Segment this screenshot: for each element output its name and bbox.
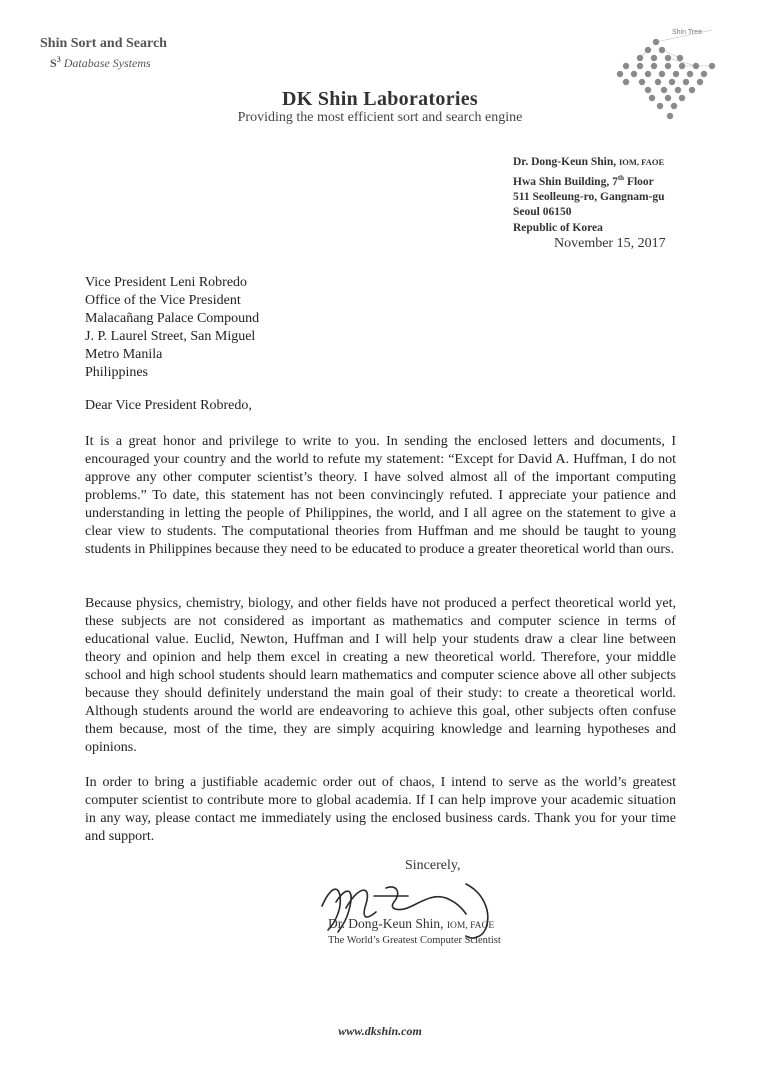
body-paragraph-3: In order to bring a justifiable academic order out of chaos, I intend to serve as the world’s greatest computer scientist to contribute more to global academia. If I can help improve your academic situation in any way, please contact me immediately using the enclosed business cards. Thank you for your time and support.: [85, 775, 676, 844]
tree-node: [617, 71, 623, 77]
tree-node: [639, 79, 645, 85]
brand-name: Shin Sort and Search: [40, 36, 167, 51]
sender-floor: Floor: [624, 175, 654, 188]
brand-database-systems: Database Systems: [63, 56, 151, 70]
tree-node: [665, 63, 671, 69]
tree-node: [683, 79, 689, 85]
sender-city: Seoul 06150: [513, 206, 572, 219]
brand-tagline: [40, 52, 167, 71]
tree-node: [669, 79, 675, 85]
recipient-line: Metro Manila: [85, 347, 163, 362]
shin-tree-label: Shin Tree: [672, 29, 702, 36]
tree-node: [693, 63, 699, 69]
tree-node: [659, 71, 665, 77]
tree-node: [637, 63, 643, 69]
sender-address-line1: [513, 171, 665, 190]
sender-name-line: [513, 155, 665, 171]
lab-title: DK Shin Laboratories: [281, 88, 479, 110]
footer-website: www.dkshin.com: [338, 1024, 422, 1038]
tree-node: [659, 47, 665, 53]
signatory-title: The World’s Greatest Computer Scientist: [328, 935, 501, 946]
tree-node: [677, 55, 683, 61]
tree-node: [645, 71, 651, 77]
recipient-line: Philippines: [85, 365, 149, 380]
recipient-address: [85, 274, 259, 382]
tree-node: [645, 47, 651, 53]
closing: Sincerely,: [405, 858, 461, 873]
sender-country: Republic of Korea: [513, 221, 603, 234]
tree-node: [679, 63, 685, 69]
tree-node: [673, 71, 679, 77]
tree-node: [665, 55, 671, 61]
sender-address: [513, 155, 665, 236]
handwritten-signature-icon: [316, 866, 506, 946]
recipient-line: Office of the Vice President: [85, 293, 241, 308]
signatory-name: [328, 916, 494, 932]
signatory-credentials: IOM, FAOE: [446, 921, 495, 931]
body-paragraph-2: Because physics, chemistry, biology, and other fields have not produced a perfect theoretical world yet, these subjects are not considered as important as mathematics and computer science in terms of educational value. Euclid, Newton, Huffman and I will help your students draw a clear line between theory and opinion and help them excel in creating a new theoretical world. Therefore, your middle school and high school students should learn mathematics and computer science above all other subjects because they should definitely understand the main goal of their study: to create a theoretical world. Although students around the world are endeavoring to achieve this goal, other subjects often confuse them because, most of the time, they are simply acquiring knowledge and learning hypotheses and opinions.: [85, 596, 676, 755]
tree-node: [623, 79, 629, 85]
salutation: Dear Vice President Robredo,: [85, 398, 252, 413]
tree-node: [687, 71, 693, 77]
signatory-full-name: Dr. Dong-Keun Shin,: [328, 916, 444, 931]
sender-building: Hwa Shin Building, 7: [513, 175, 618, 188]
sender-floor-sup: th: [617, 173, 625, 182]
tree-link: [656, 30, 712, 42]
tree-node: [709, 63, 715, 69]
brand-block: [40, 36, 167, 71]
letter-date: November 15, 2017: [554, 236, 666, 251]
lab-subtitle: Providing the most efficient sort and search engine: [237, 110, 523, 125]
tree-node: [651, 55, 657, 61]
tree-node: [651, 63, 657, 69]
recipient-line: Malacañang Palace Compound: [85, 311, 260, 326]
recipient-line: J. P. Laurel Street, San Miguel: [85, 329, 256, 344]
tree-node: [697, 79, 703, 85]
sender-address-line2: 511 Seolleung-ro, Gangnam-gu: [513, 190, 665, 203]
brand-s3: S: [50, 56, 57, 70]
sender-credentials: IOM, FAOE: [618, 157, 665, 167]
recipient-line: Vice President Leni Robredo: [85, 275, 248, 290]
tree-node: [653, 39, 659, 45]
tree-node: [655, 79, 661, 85]
brand-s3-sup: 3: [56, 55, 61, 64]
tree-node: [623, 63, 629, 69]
tree-node: [631, 71, 637, 77]
tree-node: [637, 55, 643, 61]
body-paragraph-1: It is a great honor and privilege to write to you. In sending the enclosed letters and documents, I encouraged your country and the world to refute my statement: “Except for David A. Huffman, I do not approve any other computer scientist’s theory. I have solved almost all of the important computing problems.” To date, this statement has not been convincingly refuted. I appreciate your patience and understanding in letting the people of Philippines, the world, and I all agree on the statement to give a clear view to students. The computational theories from Huffman and me should be taught to young students in Philippines because they need to be educated to produce a greater theoretical world than ours.: [85, 434, 676, 557]
tree-node: [701, 71, 707, 77]
sender-name: Dr. Dong-Keun Shin,: [513, 156, 617, 168]
